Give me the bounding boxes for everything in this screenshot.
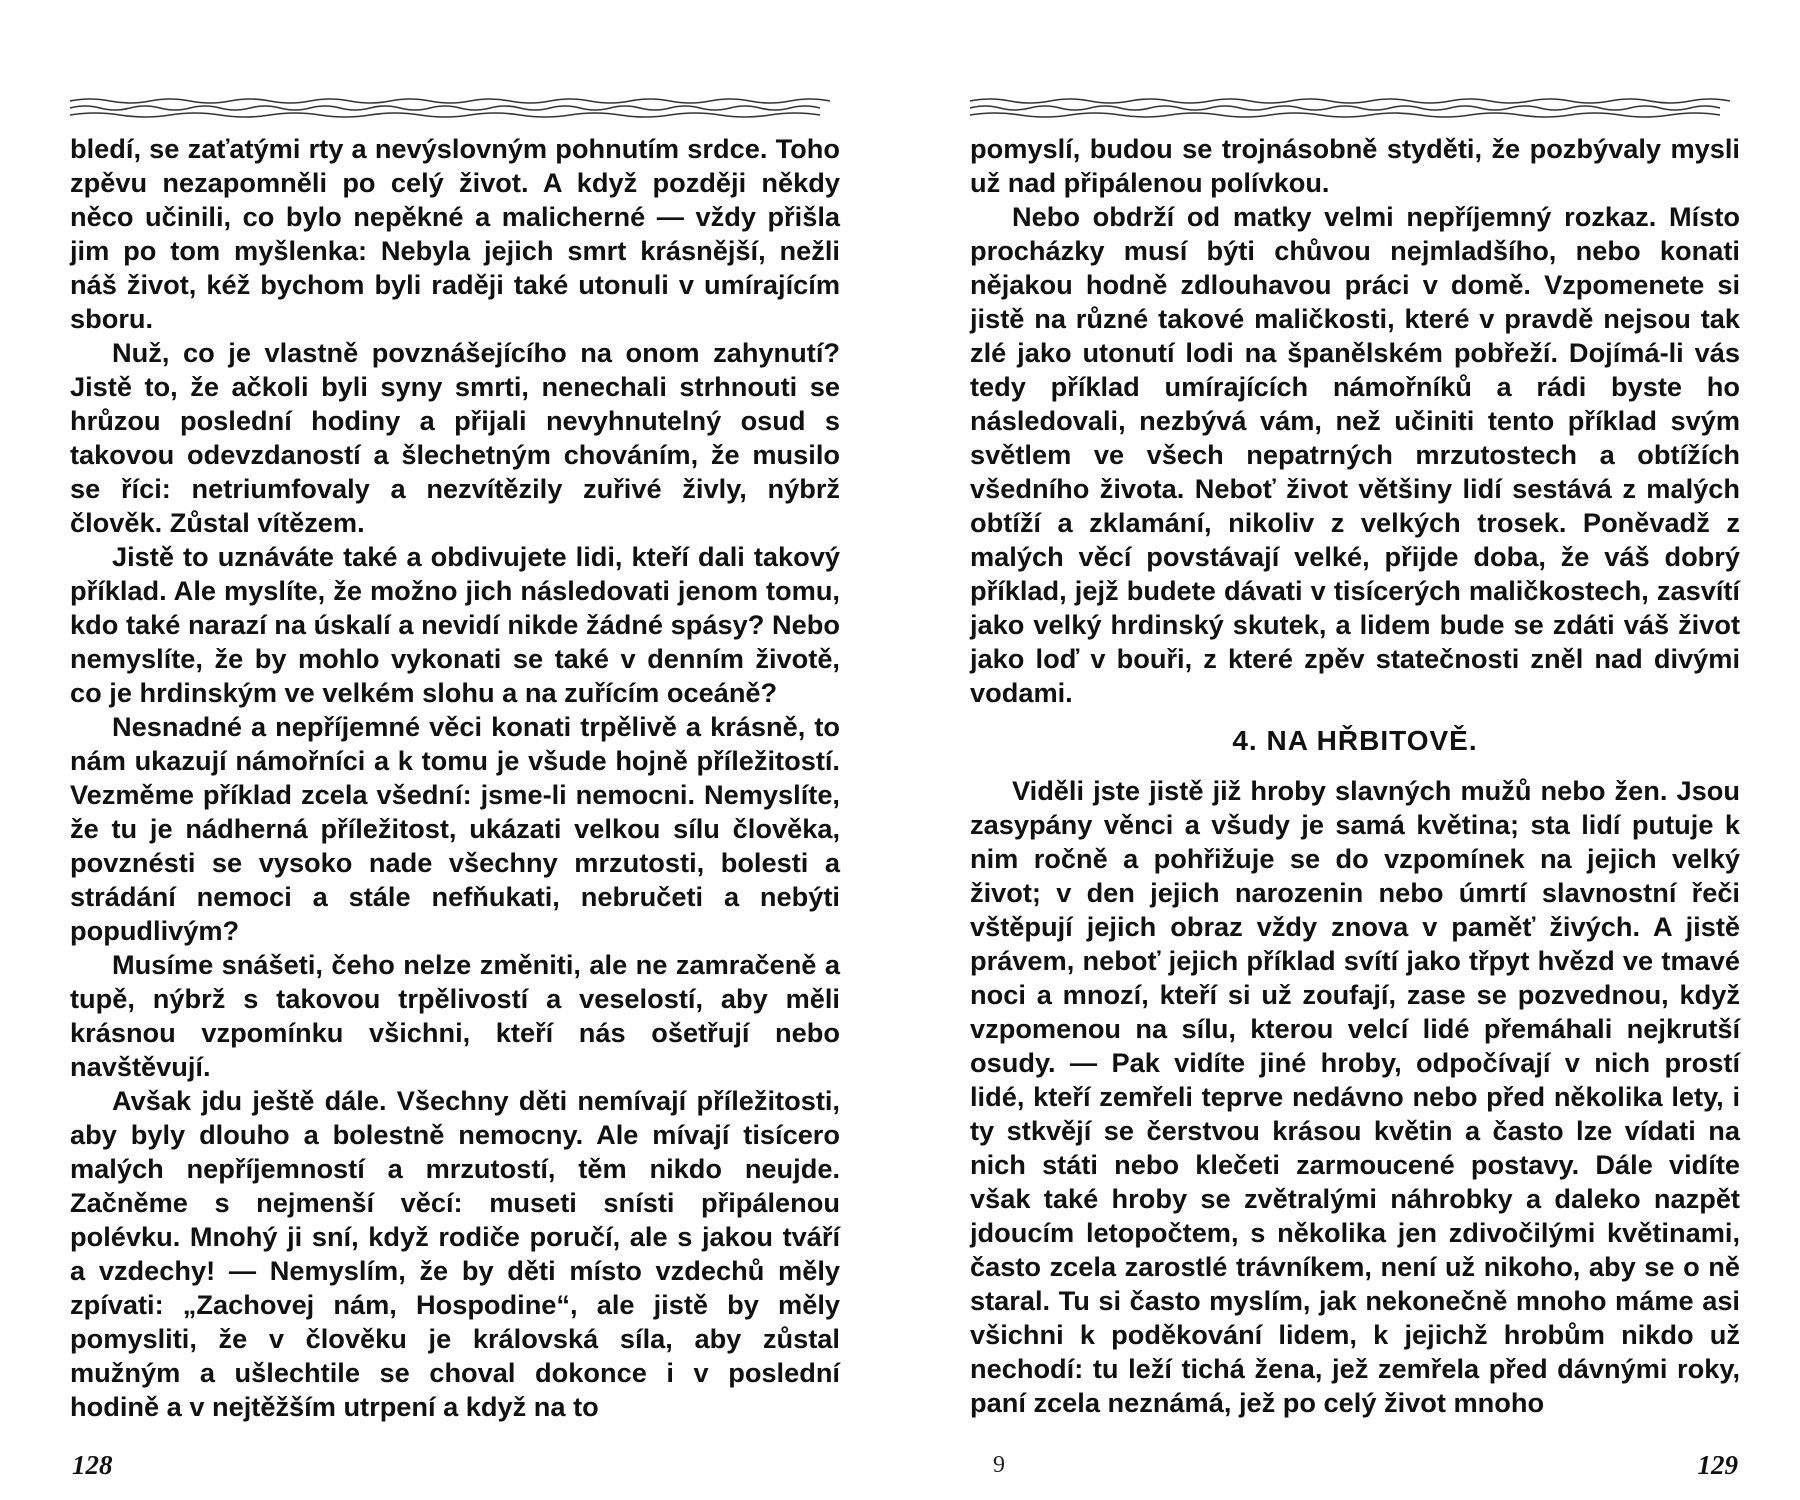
right-page-text [970,132,1740,1420]
paragraph: Viděli jste jistě již hroby slavných mužů nebo žen. Jsou zasypány věnci a všudy je samá květina; sta lidí putuje k nim ročně a pohřižuje se do vzpomínek na jejich velký život; v den jejich narozenin nebo úmrtí slavnostní řeči vštěpují jejich obraz vždy znova v paměť živých. A jistě právem, neboť jejich příklad svítí jako třpyt hvězd ve tmavé noci a mnozí, kteří si už zoufají, zase se pozvednou, když vzpomenou na sílu, kterou velcí lidé přemáhali nejkrutší osudy. — Pak vidíte jiné hroby, odpočívají v nich prostí lidé, kteří zemřeli teprve nedávno nebo před několika lety, i ty stkvějí se čerstvou krásou květin a často lze vídati na nich státi nebo klečeti zarmoucené postavy. Dále vidíte však také hroby se zvětralými náhrobky a daleko nazpět jdoucím letopočtem, s několika jen zdivočilými květinami, často zcela zarostlé trávníkem, není už nikoho, aby se o ně staral. Tu si často myslím, jak nekonečně mnoho máme asi všichni k poděkování lidem, k jejichž hrobům nikdo už nechodí: tu leží tichá žena, jež zemřela před dávnými roky, paní zcela neznámá, jež po celý život mnoho [970,775,1740,1418]
paragraph: bledí, se zaťatými rty a nevýslovným pohnutím srdce. Toho zpěvu nezapomněli po celý život. A když později někdy něco učinili, co bylo nepěkné a malicherné — vždy přišla jim po tom myšlenka: Nebyla jejich smrt krásnější, nežli náš život, kéž bychom byli raději také utonuli v umírajícím sboru. [70,133,840,334]
paragraph: pomyslí, budou se trojnásobně styděti, že pozbývaly mysli už nad připálenou polívkou. [970,133,1740,198]
paragraph: Musíme snášeti, čeho nelze změniti, ale ne zamračeně a tupě, nýbrž s takovou trpělivostí a veselostí, aby měli krásnou vzpomínku všichni, kteří nás ošetřují nebo navštěvují. [70,949,840,1082]
paragraph: Jistě to uznáváte také a obdivujete lidi, kteří dali takový příklad. Ale myslíte, že možno jich následovati jenom tomu, kdo také narazí na úskalí a nevidí nikde žádné spásy? Nebo nemyslíte, že by mohlo vykonati se také v denním životě, co je hrdinským ve velkém slohu a na zuřícím oceáně? [70,541,840,708]
left-page-text [70,132,840,1424]
paragraph: Avšak jdu ještě dále. Všechny děti nemívají příležitosti, aby byly dlouho a bolestně nemocny. Ale mívají tisícero malých nepříjemností a mrzutostí, těm nikdo neujde. Začněme s nejmenší věcí: museti snísti připálenou polévku. Mnohý ji sní, když rodiče poručí, ale s jakou tváří a vzdechy! — Nemyslím, že by děti místo vzdechů měly zpívati: „Zachovej nám, Hospodine“, ale jistě by měly pomysliti, že v člověku je královská síla, aby zůstal mužným a ušlechtile se choval dokonce i v poslední hodině a v nejtěžším utrpení a když na to [70,1085,840,1422]
page-number-left: 128 [72,1450,113,1480]
header-ornament-left [70,95,840,121]
paragraph: Nesnadné a nepříjemné věci konati trpělivě a krásně, to nám ukazují námořníci a k tomu je všude hojně příležitostí. Vezměme příklad zcela všední: jsme-li nemocni. Nemyslíte, že tu je nádherná příležitost, ukázati velkou sílu člověka, povznésti se vysoko nade všechny mrzutosti, bolesti a strádání nemoci a stále nefňukati, nebručeti a nebýti popudlivým? [70,711,840,946]
signature-mark: 9 [993,1452,1005,1478]
paragraph: Nuž, co je vlastně povznášejícího na onom zahynutí? Jistě to, že ačkoli byli syny smrti, nenechali strhnouti se hrůzou poslední hodiny a přijali nevyhnutelný osud s takovou odevzdaností a šlechetným chováním, že musilo se říci: netriumfovaly a nezvítězily zuřivé živly, nýbrž člověk. Zůstal vítězem. [70,337,840,538]
header-ornament-right [970,95,1740,121]
paragraph: Nebo obdrží od matky velmi nepříjemný rozkaz. Místo procházky musí býti chůvou nejmladšího, nebo konati nějakou hodně zdlouhavou práci v domě. Vzpomenete si jistě na různé takové maličkosti, které v pravdě nejsou tak zlé jako utonutí lodi na španělském pobřeží. Dojímá-li vás tedy příklad umírajících námořníků a rádi byste ho následovali, nezbývá vám, než učiniti tento příklad svým světlem ve všech nepatrných mrzutostech a obtížích všedního života. Neboť život většiny lidí sestává z malých obtíží a zklamání, nikoliv z velkých trosek. Poněvadž z malých věcí povstávají velké, přijde doba, že váš dobrý příklad, jejž budete dávati v tisícerých maličkostech, zasvítí jako velký hrdinský skutek, a lidem bude se zdáti váš život jako loď v bouři, z které zpěv statečnosti zněl nad divými vodami. [970,201,1740,708]
left-page [70,0,840,1500]
page-number-right: 129 [1697,1450,1738,1480]
section-heading: 4. NA HŘBITOVĚ. [1232,725,1478,756]
right-page [970,0,1740,1500]
